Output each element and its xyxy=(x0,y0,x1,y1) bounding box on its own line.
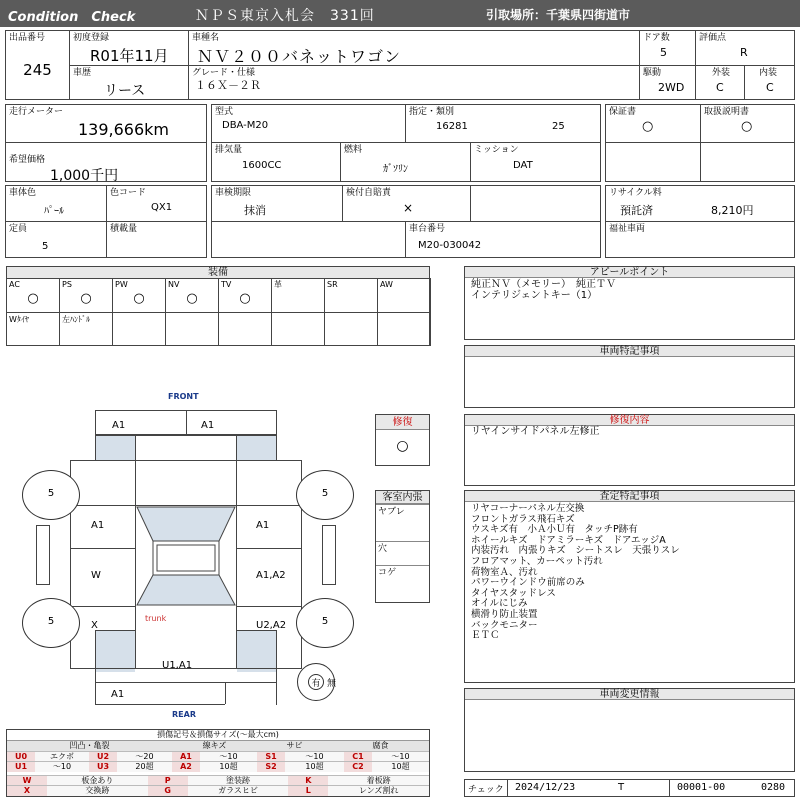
equipment-cell xyxy=(377,312,431,346)
legend-code: U1 xyxy=(7,761,35,772)
int-value: C xyxy=(766,81,774,94)
roof-glass xyxy=(135,505,237,608)
inspection-note-line: バックモニター xyxy=(471,619,538,631)
lot-label: 出品番号 xyxy=(9,33,46,43)
equipment-cell xyxy=(377,278,431,313)
interior-box xyxy=(375,490,430,603)
legend-title: 損傷記号＆損傷サイズ(～最大cm) xyxy=(157,730,279,739)
legend-code: C2 xyxy=(344,761,372,772)
repair-content-text: リヤインサイドパネル左修正 xyxy=(471,426,600,437)
legend-code: A1 xyxy=(172,751,200,762)
damage-legend xyxy=(6,729,430,797)
inspection-cell xyxy=(211,185,343,222)
legend-desc: ～10 xyxy=(285,751,344,762)
legend-code: P xyxy=(148,775,188,786)
equipment-cell xyxy=(59,278,113,313)
warranty-cell xyxy=(605,104,701,143)
equipment-label: NV xyxy=(168,280,180,289)
car-name-value: ＮＶ２００バネットワゴン xyxy=(197,47,402,66)
equipment-cell xyxy=(165,312,219,346)
doors-value: 5 xyxy=(660,46,667,59)
recycle-cell xyxy=(605,185,795,222)
empty-cell-b xyxy=(700,142,795,182)
lot-value: 245 xyxy=(23,61,52,79)
equipment-cell xyxy=(6,278,60,313)
inspection-note-line: オイルにじみ xyxy=(471,598,528,610)
right-mirror xyxy=(322,525,336,585)
mark-left-rear: X xyxy=(91,620,98,631)
mileage-label: 走行メーター xyxy=(9,107,64,117)
repair-content-panel xyxy=(464,414,795,486)
color-label: 車体色 xyxy=(9,188,37,198)
first-reg-cell xyxy=(69,30,189,66)
legend-desc: ガラスヒビ xyxy=(188,785,289,796)
mission-value: DAT xyxy=(513,160,533,171)
mark-right-rear: U2,A2 xyxy=(256,620,287,631)
rating-value: R xyxy=(740,46,748,59)
fuel-value: ｶﾞｿﾘﾝ xyxy=(383,164,408,175)
color-code-cell xyxy=(106,185,207,222)
legend-code: S1 xyxy=(257,751,285,762)
legend-desc: エクボ xyxy=(35,751,89,762)
mark-rear-center: U1,A1 xyxy=(162,660,193,671)
displacement-cell xyxy=(211,142,341,182)
appeal-line-1: 純正ＮＶ（メモリー） 純正ＴＶ xyxy=(471,279,616,290)
equipment-cell xyxy=(271,312,325,346)
manual-label: 取扱説明書 xyxy=(704,107,750,117)
inspection-value: 抹消 xyxy=(244,204,266,217)
insurance-label: 検付自賠責 xyxy=(346,188,392,198)
inspection-note-line: リヤコーナーパネル左交換 xyxy=(471,503,585,514)
legend-table xyxy=(7,740,429,796)
equipment-label: PW xyxy=(115,280,128,289)
inspection-note-line: タイヤスタッドレス xyxy=(471,587,556,599)
ext-cell xyxy=(695,65,745,100)
history-value: リース xyxy=(104,83,146,99)
empty-cell-d xyxy=(211,221,406,258)
change-info-panel xyxy=(464,688,795,772)
car-diagram xyxy=(0,380,375,725)
int-label: 内装 xyxy=(759,68,778,78)
equipment-cell xyxy=(218,278,272,313)
mark-right-mid: A1,A2 xyxy=(256,570,286,581)
legend-code: X xyxy=(7,785,47,796)
legend-desc: 着板跡 xyxy=(328,775,429,786)
welfare-label: 福祉車両 xyxy=(609,224,646,234)
fuel-cell xyxy=(340,142,471,182)
manual-cell xyxy=(700,104,795,143)
equipment-value: ○ xyxy=(133,291,145,306)
footer-code: 00001-00 xyxy=(677,782,726,793)
model-cell xyxy=(211,104,406,143)
mileage-value: 139,666km xyxy=(78,120,170,139)
equipment-cell xyxy=(218,312,272,346)
legend-code: U3 xyxy=(89,761,117,772)
designation-label: 指定・類別 xyxy=(409,107,455,117)
color-value: ﾊﾟｰﾙ xyxy=(44,206,64,217)
legend-desc: ～10 xyxy=(35,761,89,772)
equipment-label: AW xyxy=(380,280,393,289)
displacement-label: 排気量 xyxy=(215,145,243,155)
legend-code: G xyxy=(148,785,188,796)
manual-value: ○ xyxy=(741,119,753,134)
doors-label: ドア数 xyxy=(643,33,670,43)
appeal-title: アピールポイント xyxy=(465,267,794,278)
legend-code: U2 xyxy=(89,751,117,762)
header-bar xyxy=(0,0,800,27)
legend-header: サビ xyxy=(257,740,332,751)
drive-label: 駆動 xyxy=(643,68,662,78)
first-reg-label: 初度登録 xyxy=(73,33,110,43)
car-name-cell xyxy=(188,30,640,66)
grade-label: グレード・仕様 xyxy=(192,68,256,78)
equipment-value: ○ xyxy=(80,291,92,306)
legend-desc: 20超 xyxy=(117,761,172,772)
inspection-notes-title: 査定特記事項 xyxy=(465,491,794,502)
recycle-status: 預託済 xyxy=(620,204,653,217)
fuel-label: 燃料 xyxy=(344,145,363,155)
inspection-note-line: ウスキズ有 小Ａ小Ｕ有 タッチP跡有 xyxy=(471,524,638,536)
mission-label: ミッション xyxy=(474,145,519,155)
capacity-value: 5 xyxy=(42,241,49,252)
equipment-cell xyxy=(112,312,166,346)
load-label: 積載量 xyxy=(110,224,138,234)
displacement-value: 1600CC xyxy=(242,160,282,171)
grade-value: １６Ｘ－２Ｒ xyxy=(195,79,261,92)
inspection-note-line: パワーウインドウ前席のみ xyxy=(471,577,585,589)
ext-value: C xyxy=(716,81,724,94)
designation-value-a: 16281 xyxy=(436,121,468,132)
mileage-cell xyxy=(5,104,207,143)
inspection-note-line: ＥＴＣ xyxy=(471,630,500,642)
checker: T xyxy=(618,782,625,793)
interior-title: 客室内張 xyxy=(376,491,429,504)
warranty-label: 保証書 xyxy=(609,107,637,117)
check-date: 2024/12/23 xyxy=(515,782,576,793)
legend-header: 凹凸・亀裂 xyxy=(7,740,172,751)
insurance-cell xyxy=(342,185,471,222)
repair-history-box xyxy=(375,414,430,466)
spare-tire-mark: 有 xyxy=(308,674,324,690)
model-label: 型式 xyxy=(215,107,234,117)
inspection-note-line: ホイールキズ ドアミラーキズ ドアエッジA xyxy=(471,534,666,546)
drive-cell xyxy=(639,65,696,100)
repair-history-title: 修復 xyxy=(376,415,429,430)
mark-left-front: A1 xyxy=(91,520,105,531)
legend-desc: 塗装跡 xyxy=(188,775,289,786)
trunk-label: trunk xyxy=(145,614,167,623)
equipment-value: ○ xyxy=(27,291,39,306)
equipment-cell xyxy=(324,312,378,346)
equipment-label: 革 xyxy=(274,280,282,289)
auction-name: ＮＰＳ東京入札会 331回 xyxy=(195,8,375,24)
equipment-value: ○ xyxy=(186,291,198,306)
equipment-title: 装備 xyxy=(7,267,429,279)
inspection-note-line: 内装汚れ 内張りキズ シートスレ 天張りスレ xyxy=(471,545,680,557)
interior-item-tear: ヤブレ xyxy=(378,507,405,517)
equipment-cell xyxy=(59,312,113,346)
capacity-cell xyxy=(5,221,107,258)
tire-rear-right: 5 xyxy=(296,598,354,648)
load-cell xyxy=(106,221,207,258)
equipment-cell xyxy=(271,278,325,313)
recycle-amount: 8,210円 xyxy=(711,204,754,217)
mark-left-mid: W xyxy=(91,570,101,581)
equipment-cell xyxy=(6,312,60,346)
designation-value-b: 25 xyxy=(552,121,565,132)
legend-code: S2 xyxy=(257,761,285,772)
lot-cell xyxy=(5,30,70,100)
repair-content-title: 修復内容 xyxy=(465,415,794,426)
legend-code: U0 xyxy=(7,751,35,762)
legend-desc: 10超 xyxy=(285,761,344,772)
ext-label: 外装 xyxy=(712,68,731,78)
first-reg-value: R01年11月 xyxy=(90,47,169,65)
left-mirror xyxy=(36,525,50,585)
history-label: 車歴 xyxy=(73,68,92,78)
special-panel xyxy=(464,345,795,408)
inspection-note-line: 荷物室Ａ、汚れ xyxy=(471,566,538,578)
change-info-title: 車両変更情報 xyxy=(465,689,794,700)
front-body xyxy=(70,460,302,505)
legend-desc: 板金あり xyxy=(47,775,148,786)
tire-rear-left: 5 xyxy=(22,598,80,648)
special-title: 車両特記事項 xyxy=(465,346,794,357)
car-name-label: 車種名 xyxy=(192,33,220,43)
color-cell xyxy=(5,185,107,222)
legend-desc: 10超 xyxy=(200,761,257,772)
legend-code: L xyxy=(288,785,328,796)
equipment-label: Wﾀｲﾔ xyxy=(9,315,29,324)
int-cell xyxy=(744,65,795,100)
header-title: Condition Check xyxy=(8,10,136,25)
warranty-value: ○ xyxy=(642,119,654,134)
mark-front-top-right: A1 xyxy=(201,420,215,431)
inspection-note-line: フロアマット、カーペット汚れ xyxy=(471,556,603,567)
empty-cell-a xyxy=(605,142,701,182)
hope-price-value: 1,000千円 xyxy=(50,168,119,184)
insurance-value: × xyxy=(403,201,414,215)
equipment-label: TV xyxy=(221,280,232,289)
color-code-value: QX1 xyxy=(151,202,173,213)
tire-front-left: 5 xyxy=(22,470,80,520)
equipment-label: SR xyxy=(327,280,338,289)
history-cell xyxy=(69,65,189,100)
equipment-label: 左ﾊﾝﾄﾞﾙ xyxy=(62,315,90,324)
pickup-location: 引取場所：千葉県四街道市 xyxy=(486,8,631,22)
legend-desc: レンズ割れ xyxy=(328,785,429,796)
recycle-label: リサイクル料 xyxy=(609,188,662,198)
grade-cell xyxy=(188,65,640,100)
rating-cell xyxy=(695,30,795,66)
legend-desc: 交換跡 xyxy=(47,785,148,796)
inspection-note-line: 横滑り防止装置 xyxy=(471,609,538,620)
inspection-label: 車検期限 xyxy=(215,188,252,198)
legend-header: 腐食 xyxy=(332,740,429,751)
legend-desc: 10超 xyxy=(372,761,429,772)
equipment-cell xyxy=(324,278,378,313)
legend-header: 線キズ xyxy=(172,740,257,751)
mark-right-front: A1 xyxy=(256,520,270,531)
legend-code: A2 xyxy=(172,761,200,772)
legend-code: K xyxy=(288,775,328,786)
model-value: DBA-M20 xyxy=(222,120,269,131)
equipment-label: PS xyxy=(62,280,72,289)
equipment-value: ○ xyxy=(239,291,251,306)
front-label: FRONT xyxy=(168,392,199,401)
chassis-label: 車台番号 xyxy=(409,224,446,234)
check-label: チェック xyxy=(468,785,504,795)
legend-code: W xyxy=(7,775,47,786)
inspection-note-line: フロントガラス飛石キズ xyxy=(471,513,575,525)
equipment-label: AC xyxy=(9,280,20,289)
rear-label: REAR xyxy=(172,710,196,719)
equipment-cell xyxy=(112,278,166,313)
mark-front-top-left: A1 xyxy=(112,420,126,431)
spare-tire-text: 無 xyxy=(327,679,337,689)
tire-front-right: 5 xyxy=(296,470,354,520)
inspection-notes-panel xyxy=(464,490,795,683)
interior-item-hole: 穴 xyxy=(378,544,388,554)
repair-history-value: ○ xyxy=(396,438,409,454)
footer-bar xyxy=(464,779,795,797)
welfare-cell xyxy=(605,221,795,258)
legend-desc: ～10 xyxy=(372,751,429,762)
appeal-panel xyxy=(464,266,795,340)
interior-item-burn: コゲ xyxy=(378,568,397,578)
chassis-value: M20-030042 xyxy=(418,240,482,251)
legend-code: C1 xyxy=(344,751,372,762)
color-code-label: 色コード xyxy=(110,188,147,198)
hope-price-label: 希望価格 xyxy=(9,155,46,165)
chassis-cell xyxy=(405,221,601,258)
mark-rear-bottom: A1 xyxy=(111,689,125,700)
empty-cell-c xyxy=(470,185,601,222)
legend-desc: ～20 xyxy=(117,751,172,762)
designation-cell xyxy=(405,104,601,143)
drive-value: 2WD xyxy=(658,81,685,94)
capacity-label: 定員 xyxy=(9,224,28,234)
doors-cell xyxy=(639,30,696,66)
footer-number: 0280 xyxy=(761,782,786,793)
equipment-cell xyxy=(165,278,219,313)
mission-cell xyxy=(470,142,601,182)
hope-price-cell xyxy=(5,142,207,182)
rating-label: 評価点 xyxy=(699,33,727,43)
appeal-line-2: インテリジェントキー（1） xyxy=(471,290,598,301)
legend-desc: ～10 xyxy=(200,751,257,762)
